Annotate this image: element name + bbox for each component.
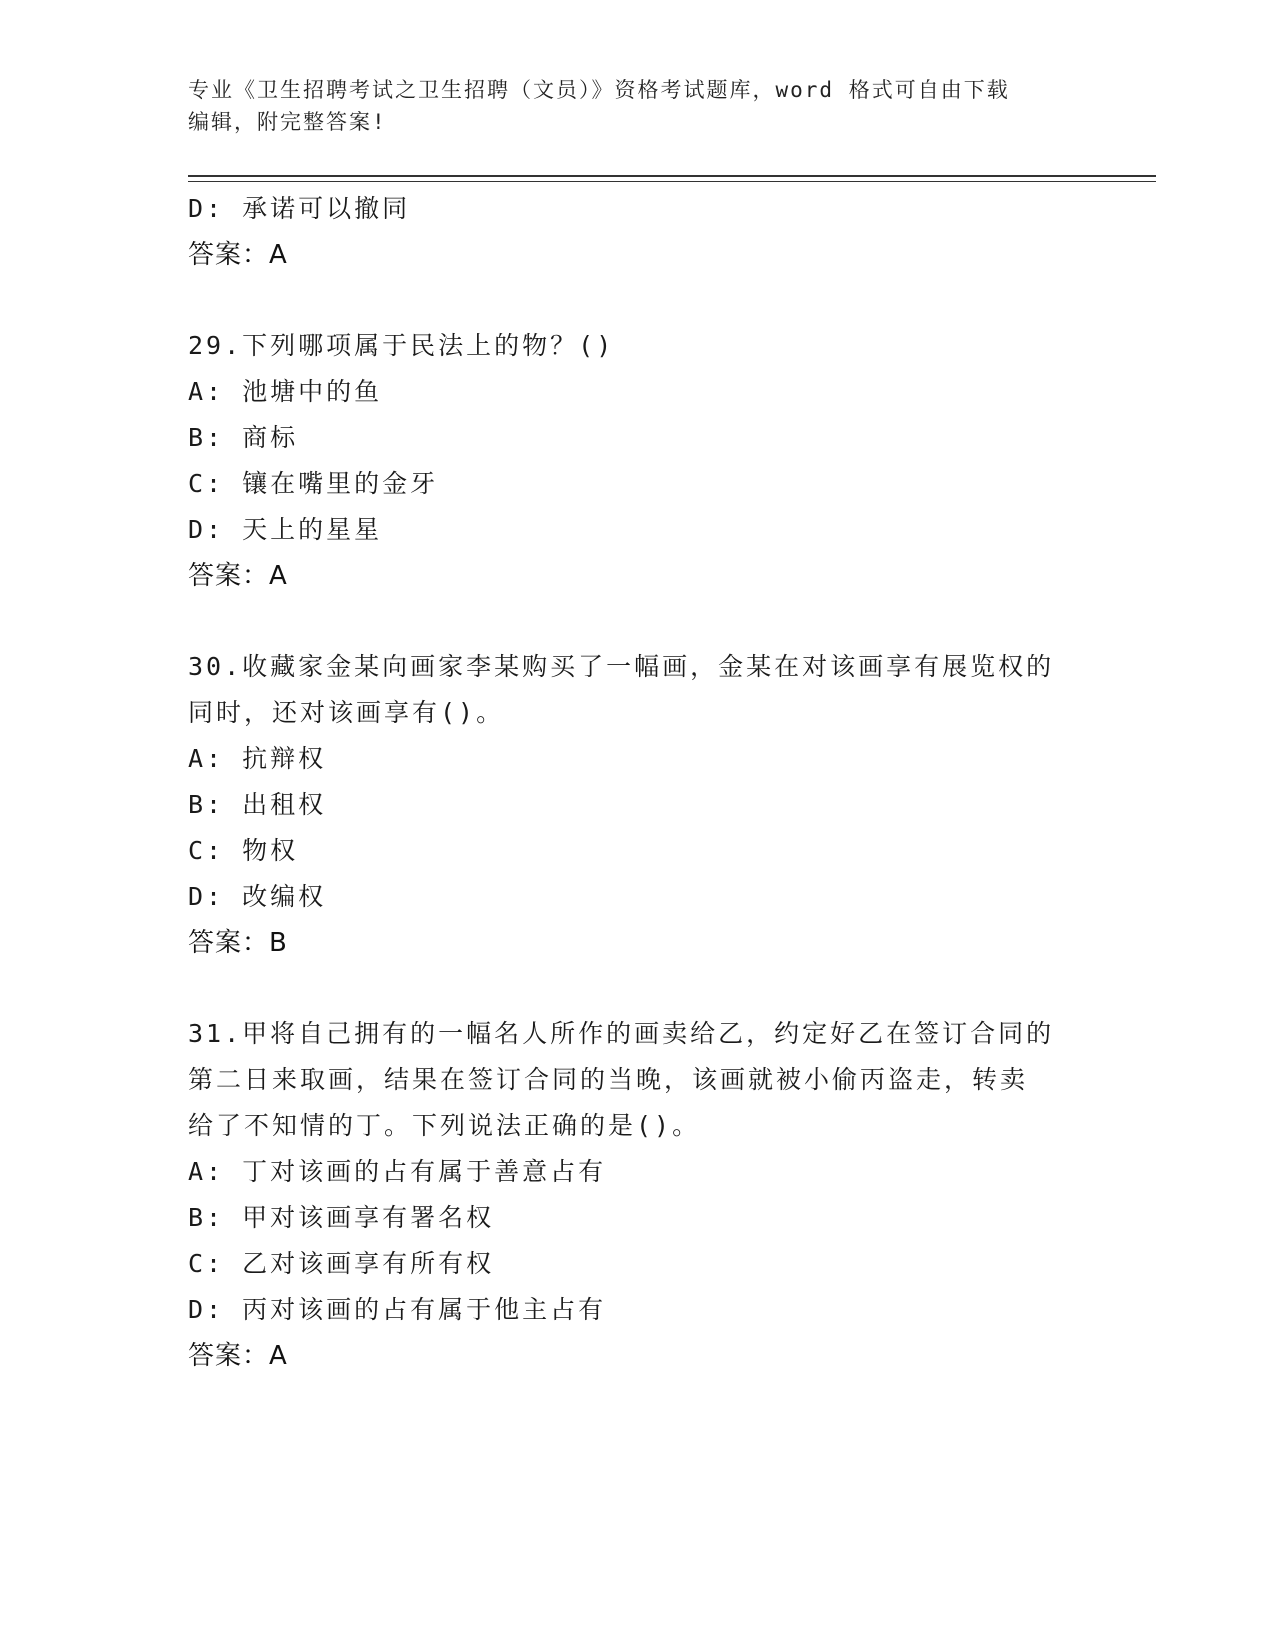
header-line-2: 编辑，附完整答案! xyxy=(188,110,387,134)
question-stem: 29.下列哪项属于民法上的物？() xyxy=(188,331,615,360)
option-a: A: 池塘中的鱼 xyxy=(188,377,383,406)
question-30 xyxy=(188,644,1088,966)
header-line-1: 专业《卫生招聘考试之卫生招聘（文员）》资格考试题库，word 格式可自由下载 xyxy=(188,78,1010,102)
option-d: D: 承诺可以撤同 xyxy=(188,194,411,223)
answer-line: 答案：A xyxy=(188,1341,288,1371)
option-c: C: 乙对该画享有所有权 xyxy=(188,1249,495,1278)
option-c: C: 镶在嘴里的金牙 xyxy=(188,469,439,498)
option-b: B: 出租权 xyxy=(188,790,327,819)
previous-question-fragment xyxy=(188,186,1088,278)
answer-line: 答案：A xyxy=(188,561,288,591)
question-stem: 31.甲将自己拥有的一幅名人所作的画卖给乙，约定好乙在签订合同的 xyxy=(188,1019,1055,1048)
question-stem: 30.收藏家金某向画家李某购买了一幅画，金某在对该画享有展览权的 xyxy=(188,652,1055,681)
header-divider-thin xyxy=(188,181,1156,182)
answer-line: 答案：B xyxy=(188,928,288,958)
option-d: D: 丙对该画的占有属于他主占有 xyxy=(188,1295,607,1324)
option-a: A: 抗辩权 xyxy=(188,744,327,773)
question-stem-continued: 给了不知情的丁。下列说法正确的是()。 xyxy=(188,1111,701,1140)
header-divider-thick xyxy=(188,175,1156,177)
option-a: A: 丁对该画的占有属于善意占有 xyxy=(188,1157,607,1186)
option-d: D: 天上的星星 xyxy=(188,515,383,544)
option-d: D: 改编权 xyxy=(188,882,327,911)
question-stem-continued: 同时，还对该画享有()。 xyxy=(188,698,505,727)
document-header xyxy=(188,74,1068,138)
question-29 xyxy=(188,323,1088,599)
option-b: B: 甲对该画享有署名权 xyxy=(188,1203,495,1232)
option-b: B: 商标 xyxy=(188,423,299,452)
question-31 xyxy=(188,1011,1088,1379)
question-stem-continued: 第二日来取画，结果在签订合同的当晚，该画就被小偷丙盗走，转卖 xyxy=(188,1065,1029,1094)
answer-line: 答案：A xyxy=(188,240,288,270)
question-list xyxy=(188,186,1088,1379)
option-c: C: 物权 xyxy=(188,836,299,865)
